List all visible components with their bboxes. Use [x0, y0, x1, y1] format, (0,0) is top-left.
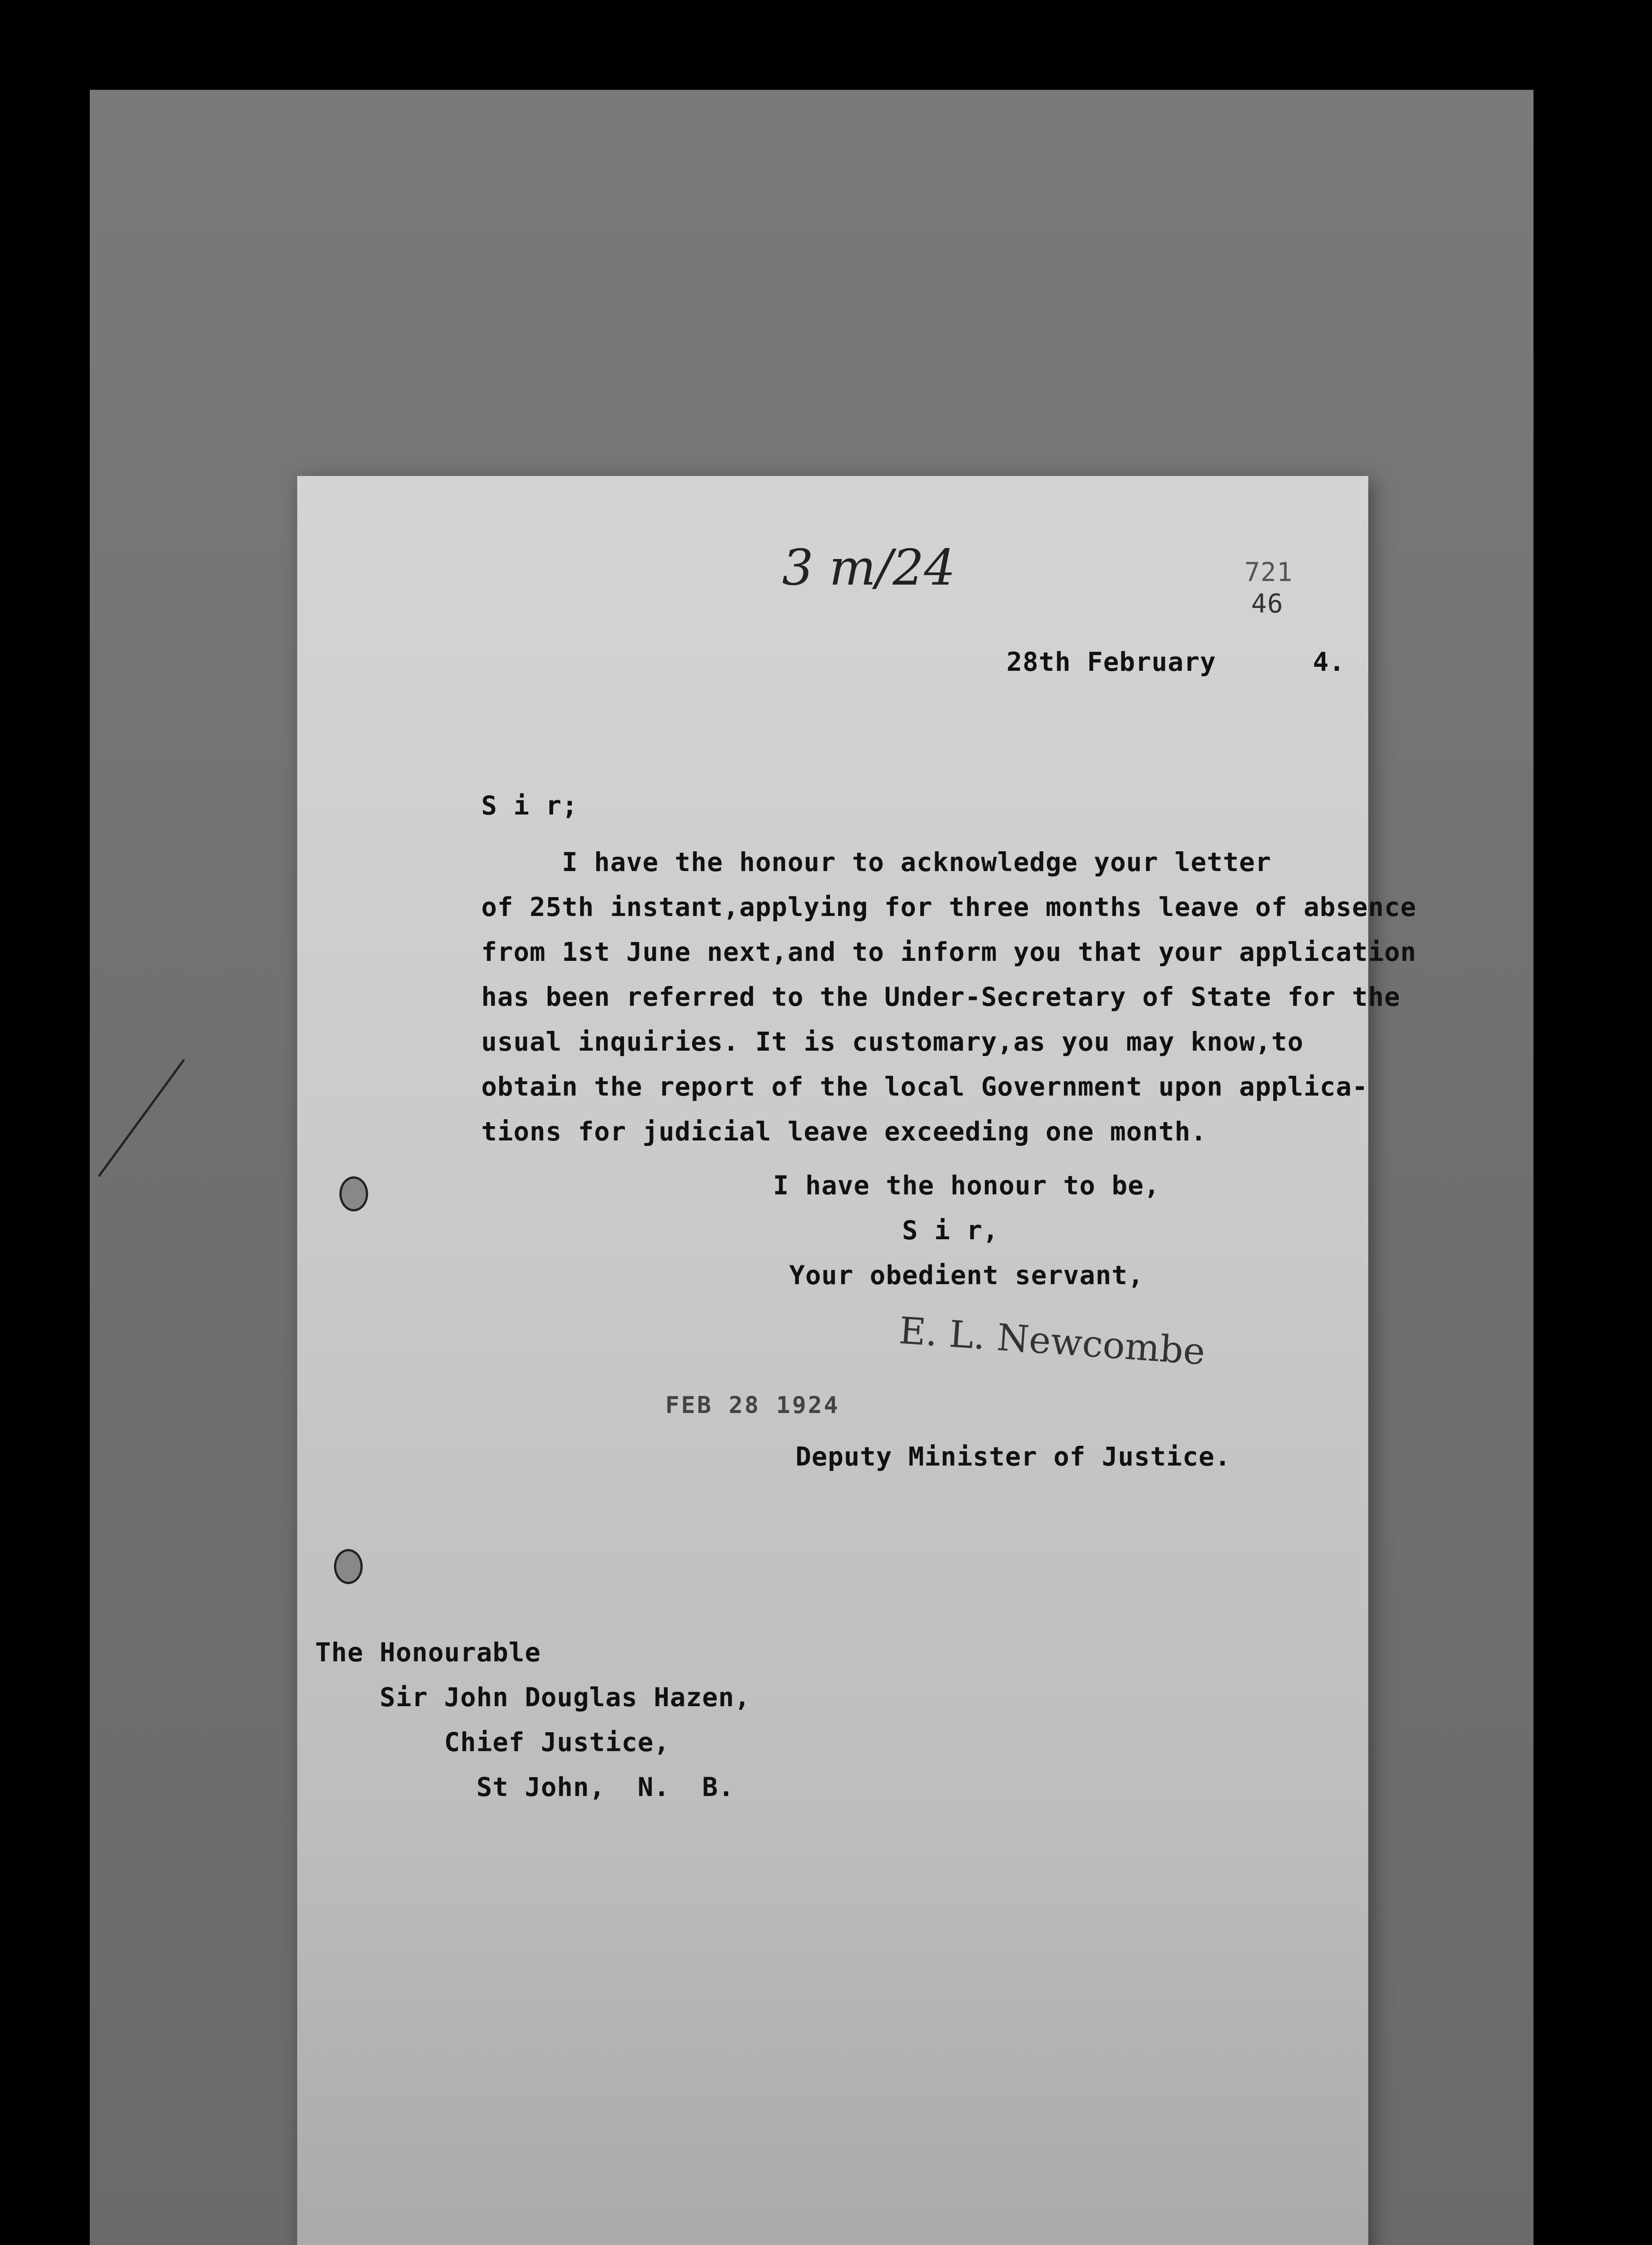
- letter-body: [481, 840, 1416, 1154]
- address-line: St John, N. B.: [315, 1772, 734, 1802]
- body-line: from 1st June next,and to inform you that your application: [481, 937, 1417, 967]
- letter-date: 28th February 4.: [1006, 647, 1345, 677]
- closing-line: Your obedient servant,: [773, 1260, 1144, 1290]
- body-line: has been referred to the Under-Secretary of State for the: [481, 982, 1401, 1012]
- punch-hole-bottom: [334, 1549, 363, 1584]
- number-annotation-top: 721: [1244, 557, 1293, 587]
- address-line: Chief Justice,: [315, 1727, 670, 1757]
- closing-line: S i r,: [773, 1215, 999, 1246]
- number-annotation-bottom: 46: [1251, 588, 1283, 619]
- letter-closing: [773, 1163, 1160, 1298]
- signature-stamp: E. L. Newcombe: [897, 1309, 1207, 1373]
- salutation: S i r;: [481, 790, 578, 821]
- address-line: Sir John Douglas Hazen,: [315, 1682, 751, 1712]
- body-line: I have the honour to acknowledge your letter: [481, 847, 1272, 877]
- recipient-address: [315, 1630, 751, 1809]
- pencil-stroke-mark: [90, 1051, 198, 1185]
- body-line: of 25th instant,applying for three months leave of absence: [481, 892, 1417, 922]
- address-line: The Honourable: [315, 1637, 541, 1668]
- closing-line: I have the honour to be,: [773, 1170, 1160, 1201]
- date-received-stamp: FEB 28 1924: [665, 1392, 840, 1419]
- body-line: tions for judicial leave exceeding one month.: [481, 1116, 1207, 1147]
- file-reference-annotation: 3 m/24: [782, 539, 956, 596]
- letter-page: [297, 476, 1417, 2245]
- body-line: obtain the report of the local Government upon applica-: [481, 1071, 1368, 1102]
- signer-title: Deputy Minister of Justice.: [795, 1441, 1231, 1472]
- punch-hole-top: [339, 1176, 368, 1211]
- body-line: usual inquiries. It is customary,as you may know,to: [481, 1026, 1304, 1057]
